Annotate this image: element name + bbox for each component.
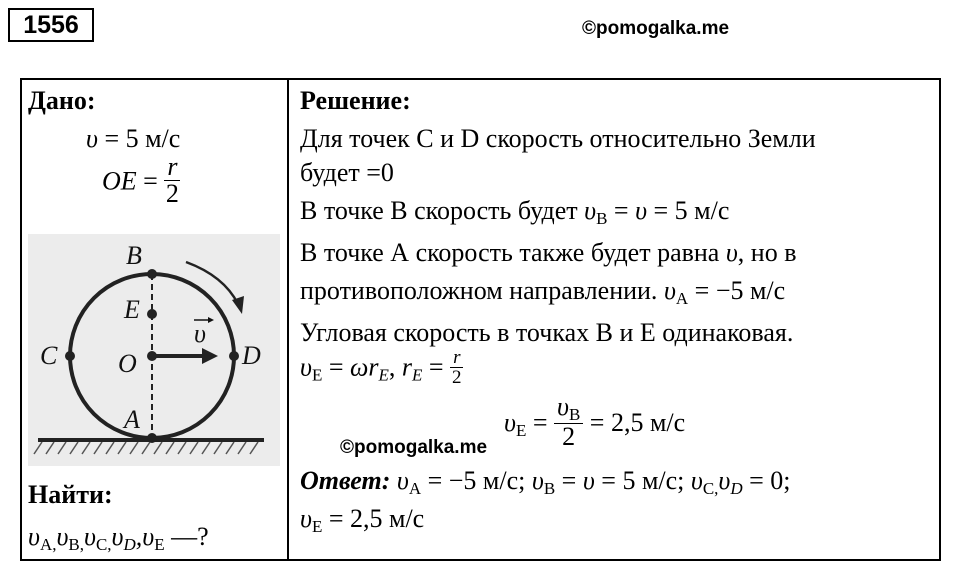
given-oe-denominator: 2: [165, 179, 179, 208]
solution-p4: Угловая скорость в точках В и Е одинаковая.: [300, 318, 794, 347]
point-B: [147, 269, 157, 279]
given-oe: OE = $\frac{r}{2}$: [102, 152, 179, 208]
label-v: υ: [194, 319, 206, 348]
solution-p5: $\upsilon_E = \omega rE$, rE = $\frac{r}{2}$: [300, 347, 462, 388]
solution-p2: В точке В скорость будет $\upsilon_B = \upsilon = 5$ м/с: [300, 196, 730, 228]
label-C: C: [40, 341, 58, 370]
given-velocity: υ = 5 м/с: [86, 124, 181, 153]
label-O: O: [118, 349, 137, 378]
point-O: [147, 351, 157, 361]
watermark-top: ©pomogalka.me: [582, 18, 730, 39]
problem-number: 1556: [8, 8, 94, 42]
label-B: B: [126, 241, 142, 270]
answer-label: Ответ:: [300, 466, 391, 495]
point-A: [147, 433, 157, 443]
point-E: [147, 309, 157, 319]
solution-heading: Решение:: [300, 86, 411, 115]
label-D: D: [242, 341, 261, 370]
answer-line2: $\upsilon_E = 2,5$ м/с: [300, 504, 425, 536]
solution-p1-line1: Для точек С и D скорость относительно Земли: [300, 124, 816, 153]
watermark-middle: ©pomogalka.me: [340, 437, 488, 458]
given-column: [22, 80, 287, 559]
solution-p1-line2: будет =0: [300, 158, 394, 187]
answer-line1: Ответ: $\upsilon_A = -5$ м/с; $\upsilon_B = \upsilon = 5$ м/с; $\upsilon_{C,}\upsilon D = 0$;: [300, 466, 791, 498]
given-heading: Дано:: [28, 86, 96, 115]
find-list: $\upsilon_{A,}\upsilon_{B,}\upsilon_{C,}\upsilon D,\upsilon_E$ —?: [28, 522, 209, 554]
label-E: E: [124, 295, 140, 324]
point-C: [65, 351, 75, 361]
find-heading: Найти:: [28, 480, 113, 509]
point-D: [229, 351, 239, 361]
solution-p6: $\upsilon_E$ = $\frac{\upsilon_B}{2}$ = 2,5 м/с: [504, 392, 686, 451]
column-divider: [287, 78, 289, 561]
label-A: A: [124, 405, 140, 434]
given-oe-numerator: r: [164, 154, 180, 181]
wheel-figure: [28, 234, 280, 466]
solution-p3-line1: В точке А скорость также будет равна υ, но в: [300, 238, 797, 267]
solution-p3-line2: противоположном направлении. $\upsilon_A = -5$ м/с: [300, 276, 786, 308]
